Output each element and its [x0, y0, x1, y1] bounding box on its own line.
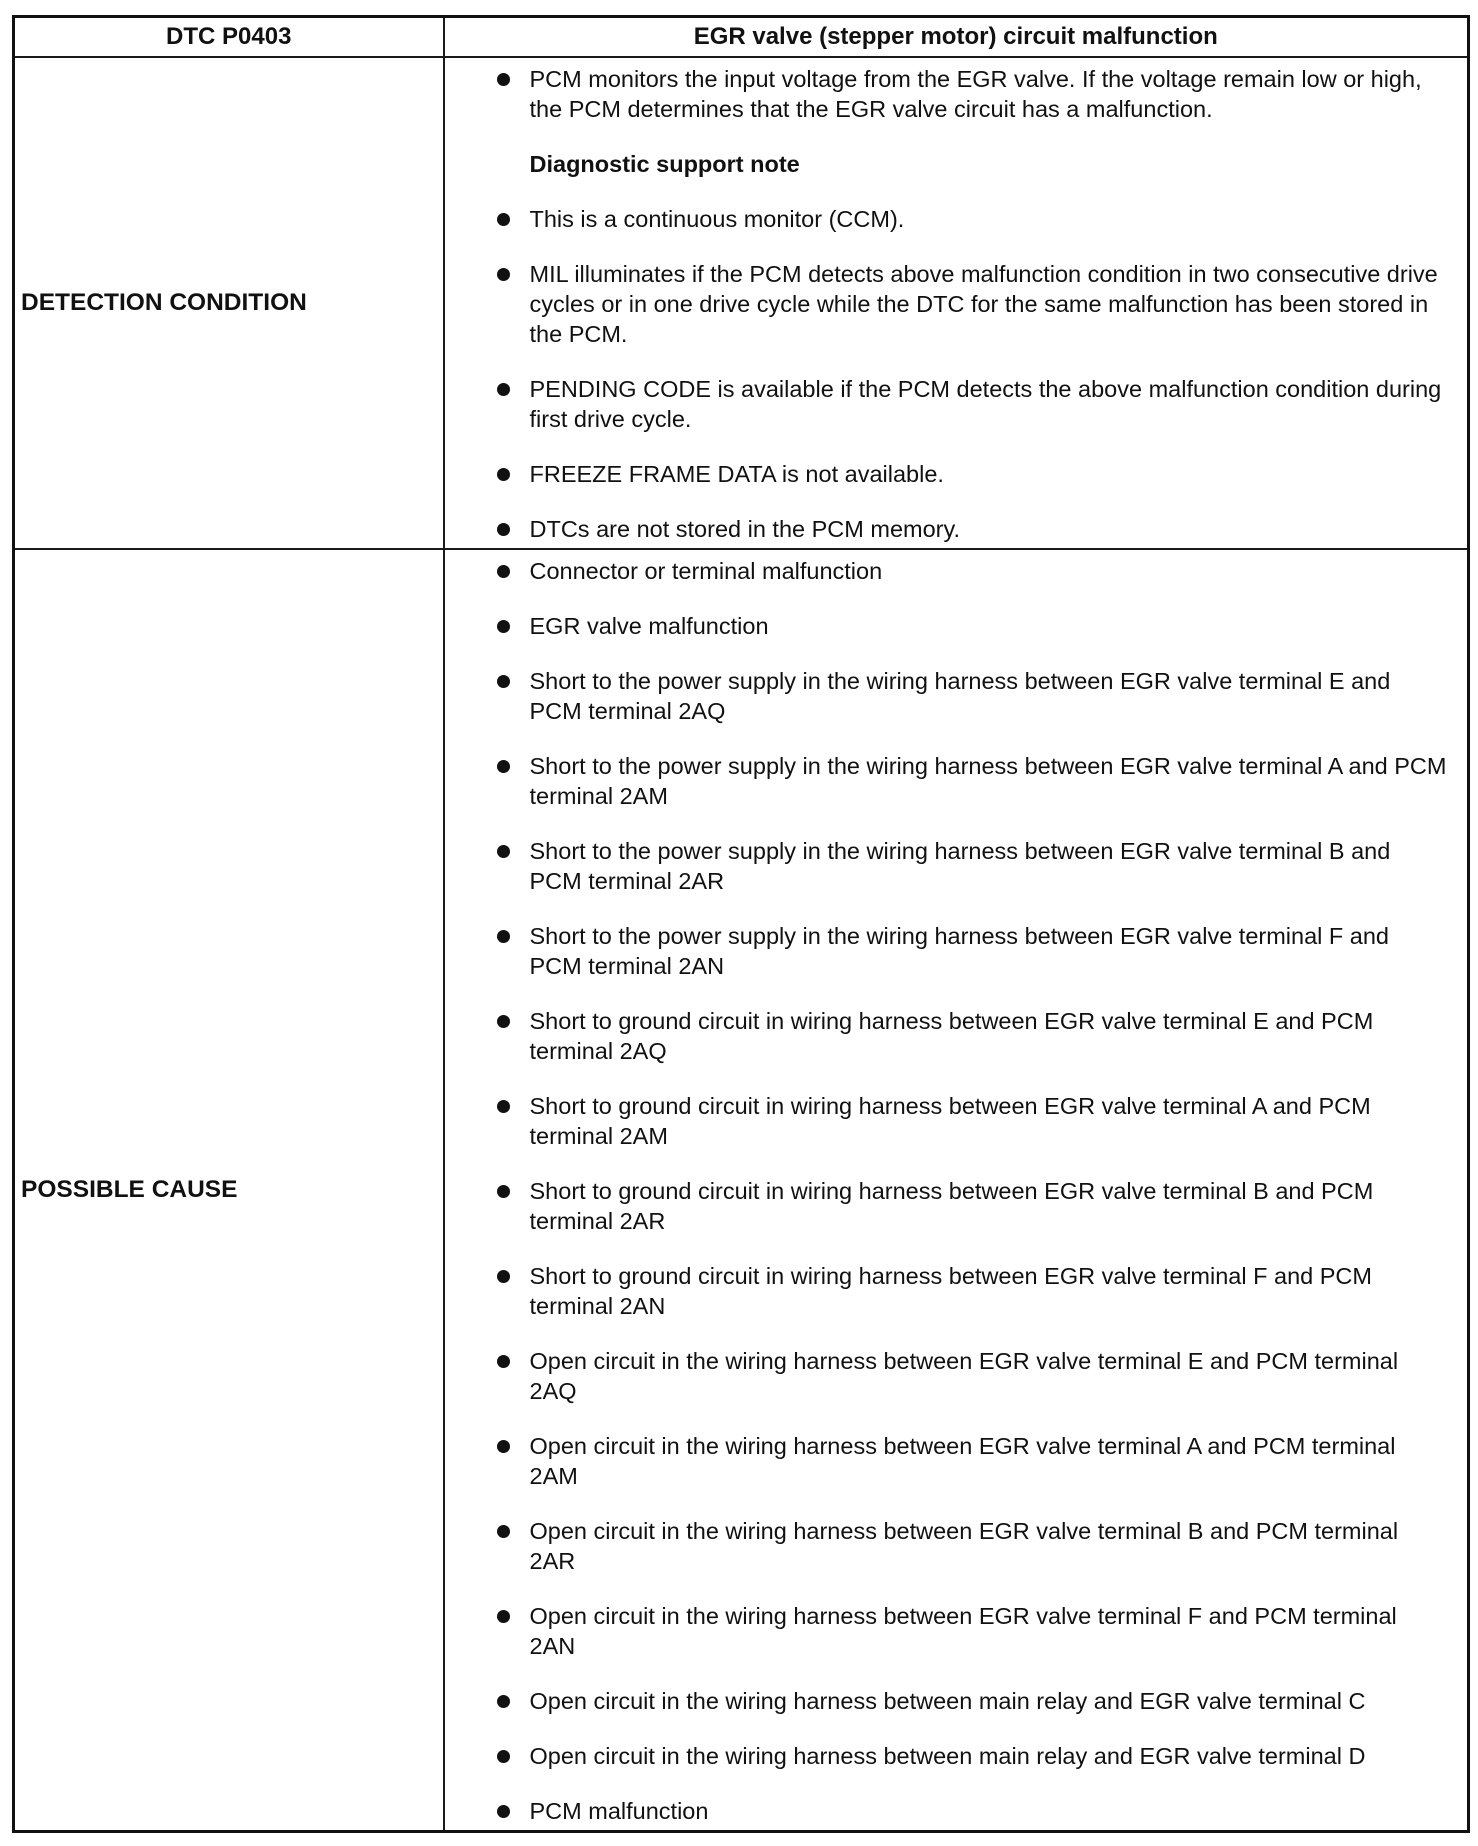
possible-cause-item: Open circuit in the wiring harness between EGR valve terminal B and PCM terminal 2AR: [497, 1516, 1448, 1576]
possible-cause-item: Short to the power supply in the wiring harness between EGR valve terminal B and PCM terminal 2AR: [497, 836, 1448, 896]
possible-cause-item: EGR valve malfunction: [497, 611, 1448, 641]
possible-cause-item: Short to ground circuit in wiring harness between EGR valve terminal E and PCM terminal 2AQ: [497, 1006, 1448, 1066]
detection-condition-item: DTCs are not stored in the PCM memory.: [497, 514, 1448, 544]
detection-condition-row: [14, 57, 1469, 549]
dtc-title-header: EGR valve (stepper motor) circuit malfunction: [444, 17, 1469, 58]
detection-condition-item: FREEZE FRAME DATA is not available.: [497, 459, 1448, 489]
possible-cause-item: Short to the power supply in the wiring harness between EGR valve terminal A and PCM terminal 2AM: [497, 751, 1448, 811]
possible-cause-item: Short to ground circuit in wiring harness between EGR valve terminal A and PCM terminal 2AM: [497, 1091, 1448, 1151]
possible-cause-item: Short to the power supply in the wiring harness between EGR valve terminal E and PCM terminal 2AQ: [497, 666, 1448, 726]
possible-cause-item: Open circuit in the wiring harness between EGR valve terminal A and PCM terminal 2AM: [497, 1431, 1448, 1491]
detection-condition-item: MIL illuminates if the PCM detects above malfunction condition in two consecutive drive cycles or in one drive cycle while the DTC for the same malfunction has been stored in the PCM.: [497, 259, 1448, 349]
possible-cause-item: Open circuit in the wiring harness between main relay and EGR valve terminal D: [497, 1741, 1448, 1771]
possible-cause-item: Short to the power supply in the wiring harness between EGR valve terminal F and PCM terminal 2AN: [497, 921, 1448, 981]
possible-cause-label: POSSIBLE CAUSE: [14, 549, 444, 1832]
dtc-code-header: DTC P0403: [14, 17, 444, 58]
possible-cause-list: [497, 556, 1448, 1826]
possible-cause-row: [14, 549, 1469, 1832]
diagnostic-support-note-heading: Diagnostic support note: [529, 151, 800, 177]
possible-cause-content: [444, 549, 1469, 1832]
possible-cause-item: Open circuit in the wiring harness between EGR valve terminal F and PCM terminal 2AN: [497, 1601, 1448, 1661]
dtc-table: [12, 15, 1470, 1833]
detection-condition-list: [497, 64, 1448, 544]
table-header-row: [14, 17, 1469, 58]
possible-cause-item: PCM malfunction: [497, 1796, 1448, 1826]
detection-condition-item: This is a continuous monitor (CCM).: [497, 204, 1448, 234]
detection-condition-content: [444, 57, 1469, 549]
possible-cause-item: Short to ground circuit in wiring harness between EGR valve terminal B and PCM terminal 2AR: [497, 1176, 1448, 1236]
possible-cause-item: Open circuit in the wiring harness between main relay and EGR valve terminal C: [497, 1686, 1448, 1716]
detection-condition-item: PENDING CODE is available if the PCM detects the above malfunction condition during first drive cycle.: [497, 374, 1448, 434]
detection-condition-label: DETECTION CONDITION: [14, 57, 444, 549]
possible-cause-item: Open circuit in the wiring harness between EGR valve terminal E and PCM terminal 2AQ: [497, 1346, 1448, 1406]
possible-cause-item: Short to ground circuit in wiring harness between EGR valve terminal F and PCM terminal 2AN: [497, 1261, 1448, 1321]
possible-cause-item: Connector or terminal malfunction: [497, 556, 1448, 586]
detection-condition-item: PCM monitors the input voltage from the EGR valve. If the voltage remain low or high, the PCM determines that the EGR valve circuit has a malfunction.: [497, 64, 1448, 124]
